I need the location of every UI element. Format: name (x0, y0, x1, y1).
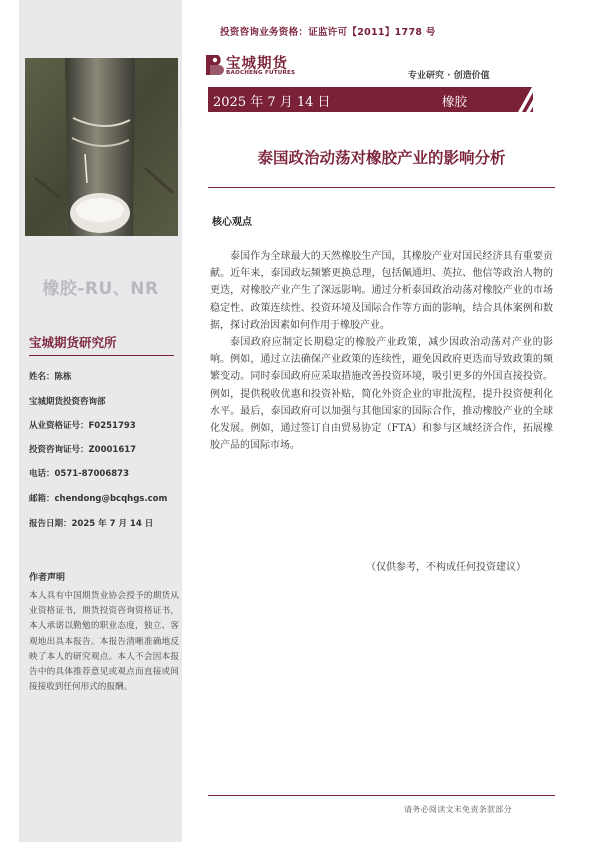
consulting-number: 投资咨询证号：Z0001617 (29, 445, 137, 455)
phone: 电话：0571-87006873 (29, 469, 129, 479)
tagline: 专业研究 · 创造价值 (408, 71, 490, 81)
title-divider (208, 187, 555, 188)
investment-disclaimer: （仅供参考，不构成任何投资建议） (366, 562, 526, 573)
key-points-heading: 核心观点 (212, 217, 252, 228)
banner-date: 2025 年 7 月 14 日 (213, 95, 331, 110)
report-date: 报告日期：2025 年 7 月 14 日 (29, 519, 154, 529)
baocheng-logo-icon (204, 53, 224, 77)
paragraph-2: 泰国政府应制定长期稳定的橡胶产业政策，减少因政治动荡对产业的影响。例如，通过立法确保产业政策的连续性，避免因政府更迭而导致政策的频繁变动。同时泰国政府应采取措施改善投资环境，吸引更多的外国直接投资。例如，提供税收优惠和投资补贴，简化外资企业的审批流程，提升投资便利化水平。最后，泰国政府可以加强与其他国家的国际合作，推动橡胶产业的全球化发展。例如，通过签订自由贸易协定（FTA）和参与区域经济合作，拓展橡胶产品的国际市场。 (210, 337, 553, 452)
email[interactable]: 邮箱：chendong@bcqhgs.com (29, 494, 168, 504)
license-info: 投资咨询业务资格：证监许可【2011】1778 号 (220, 27, 436, 38)
product-label: 橡胶-RU、NR (42, 279, 159, 299)
institute-name: 宝城期货研究所 (29, 335, 117, 350)
paragraph-1: 泰国作为全球最大的天然橡胶生产国，其橡胶产业对国民经济具有重要贡献。近年来，泰国政坛频繁更换总理，包括佩通坦、英拉、他信等政治人物的更迭，对橡胶产业产生了深远影响。通过分析泰国政治动荡对橡胶产业的市场稳定性、政策连续性、投资环境及国际合作等方面的影响，结合具体案例和数据，探讨政治因素如何作用于橡胶产业。 (210, 251, 553, 331)
banner-stripes-decoration (508, 87, 553, 112)
rubber-tree-image (25, 58, 178, 236)
declaration-text: 本人具有中国期货业协会授予的期货从业资格证书，期货投资咨询资格证书，本人承诺以勤勉的职业态度，独立、客观地出具本报告。本报告清晰准确地反映了本人的研究观点。本人不会因本报告中的具体推荐意见或观点而直接或间接接收到任何形式的报酬。 (29, 591, 179, 693)
banner-category: 橡胶 (442, 94, 468, 109)
institute-divider (29, 355, 174, 356)
report-body (210, 248, 553, 454)
logo-english: BAOCHENG FUTURES (226, 70, 296, 76)
footer-notice: 请务必阅读文末免责条款部分 (404, 805, 512, 814)
declaration-title: 作者声明 (29, 573, 66, 583)
footer-divider (208, 795, 555, 796)
sidebar (19, 0, 182, 842)
analyst-name: 姓名：陈栋 (29, 372, 72, 382)
rubber-tapping-photo (25, 58, 178, 236)
report-title: 泰国政治动荡对橡胶产业的影响分析 (257, 149, 506, 167)
qualification-number: 从业资格证号：F0251793 (29, 421, 136, 431)
logo-text: 宝城期货 (226, 56, 288, 72)
department: 宝城期货投资咨询部 (29, 397, 106, 407)
